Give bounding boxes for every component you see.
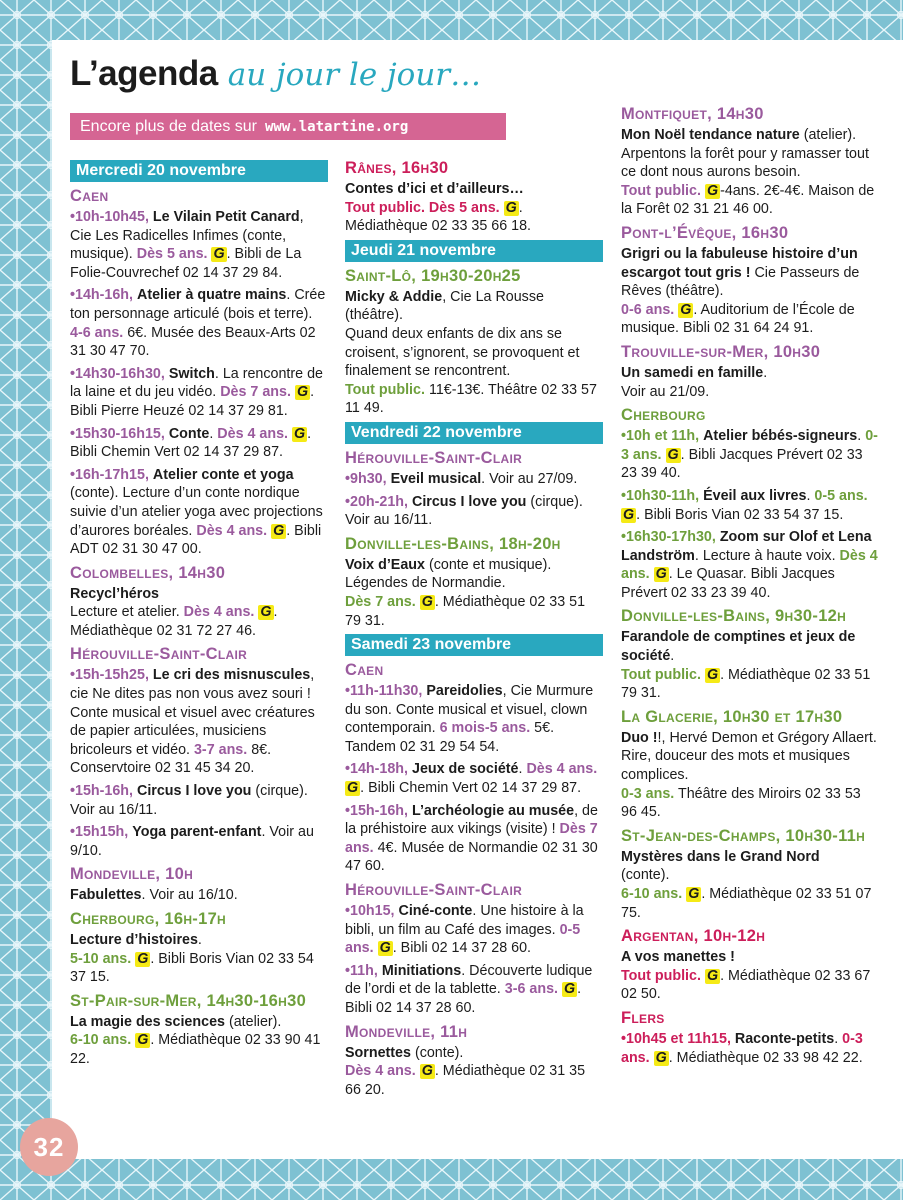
event-entry — [345, 902, 603, 958]
event-entry — [345, 760, 603, 797]
free-g-badge: G — [137, 950, 149, 967]
event-age: Tout public. — [345, 381, 425, 398]
event-venue: 4€. Musée de Normandie 02 31 30 47 60. — [345, 839, 598, 875]
event-time: •14h30-16h30, — [70, 365, 165, 382]
free-g-badge: G — [623, 506, 635, 523]
event-time: •10h et 11h, — [621, 428, 700, 445]
event-age: 0-5 ans. — [345, 921, 581, 957]
event-entry — [70, 286, 328, 360]
city-heading: Pont-l’Évêque, 16h30 — [621, 223, 789, 242]
event-text: . La rencontre de la laine et du jeu vidéo. — [70, 365, 323, 401]
city-heading: St-Jean-des-Champs, 10h30-11h — [621, 826, 866, 845]
event-text: . Crée ton personnage articulé (bois et terre). — [70, 287, 326, 322]
free-g-badge: G — [296, 384, 309, 401]
event-venue: . Médiathèque 02 33 98 42 22. — [668, 1049, 863, 1066]
event-age: 0-3 ans. — [621, 785, 675, 802]
event-time: •15h-15h25, — [70, 667, 149, 684]
event-venue: -4ans. 2€-4€. Maison de la Forêt 02 31 21 46 00. — [621, 182, 875, 218]
event-title: Recycl’héros — [70, 585, 160, 602]
event-title: Circus I love you — [412, 493, 527, 510]
event-title: Mon Noël tendance nature — [621, 127, 800, 143]
event-age: Dès 4 ans. — [217, 425, 289, 442]
event-age: Dès 7 ans. — [220, 384, 291, 401]
event-title: Conte — [168, 425, 210, 442]
event-venue: . Bibli Jacques Prévert 02 33 23 39 40. — [621, 446, 863, 482]
free-g-badge: G — [421, 593, 433, 610]
event-entry — [70, 823, 328, 860]
event-title: Sornettes — [345, 1044, 411, 1061]
free-g-badge: G — [260, 604, 272, 621]
event-age: Tout public. — [621, 182, 701, 199]
event-time: •10h30-11h, — [621, 487, 700, 504]
city-heading: Cherbourg — [621, 406, 706, 425]
event-text: . — [209, 425, 214, 442]
event-venue: . Bibli Chemin Vert 02 14 37 29 87. — [360, 780, 582, 797]
event-venue: . Bibli de La Folie-Couvrechef 02 14 37 29 84. — [70, 246, 302, 281]
event-time: •15h-16h, — [70, 783, 134, 800]
event-venue: . Le Quasar. Bibli Jacques Prévert 02 33 23 39 40. — [621, 566, 835, 601]
event-entry — [345, 493, 603, 530]
event-age: 5-10 ans. — [70, 950, 132, 967]
event-venue: . Médiathèque 02 33 90 41 22. — [70, 1032, 321, 1067]
event-title: Circus I love you — [137, 783, 252, 800]
event-entry — [345, 180, 603, 236]
event-entry — [70, 208, 328, 282]
event-time: •11h-11h30, — [345, 683, 423, 700]
event-age: Dès 7 ans. — [345, 821, 598, 856]
event-text: Lecture et atelier. — [70, 604, 180, 621]
free-g-badge: G — [379, 940, 391, 957]
event-venue: . Bibli Chemin Vert 02 14 37 29 87. — [70, 425, 312, 461]
event-age: Dès 4 ans. — [526, 761, 598, 778]
event-title: Contes d’ici et d’ailleurs… — [345, 181, 524, 197]
event-title: La magie des sciences — [70, 1013, 225, 1030]
event-entry — [621, 948, 879, 1004]
free-g-badge: G — [680, 301, 692, 318]
event-entry — [70, 666, 328, 778]
event-text: (conte). Lecture d’un conte nordique suivie d’un atelier yoga avec projections d’aurores boréales. — [70, 485, 323, 539]
event-time: •20h-21h, — [345, 493, 409, 510]
event-age: 0-3 ans. — [621, 1030, 863, 1066]
event-title: Duo ! — [621, 729, 658, 746]
city-heading: Caen — [345, 661, 384, 680]
event-venue: 8€. Conservtoire 02 31 45 34 20. — [70, 741, 272, 777]
event-entry — [345, 556, 603, 630]
event-time: •11h, — [345, 962, 378, 979]
event-time: •15h30-16h15, — [70, 425, 165, 442]
event-title: Yoga parent-enfant — [132, 824, 262, 841]
event-time: •14h-18h, — [345, 761, 409, 778]
event-age: 6-10 ans. — [621, 886, 683, 902]
event-time: •10h-10h45, — [70, 209, 149, 225]
event-entry — [345, 802, 603, 876]
event-age: Dès 4 ans. — [345, 1063, 416, 1080]
event-text: Cie Passeurs de Rêves (théâtre). — [621, 264, 860, 300]
event-title: Raconte-petits — [734, 1030, 835, 1047]
event-age: Dès 4 ans. — [183, 604, 255, 621]
free-g-badge: G — [347, 780, 359, 797]
event-text: !, Hervé Demon et Grégory Allaert. — [657, 729, 877, 746]
city-heading: Saint-Lô, 19h30-20h25 — [345, 266, 521, 285]
event-age: Dès 4 ans. — [196, 522, 268, 539]
event-entry — [621, 729, 879, 822]
event-title: Pareidolies — [426, 683, 503, 700]
event-text: . — [518, 761, 523, 778]
event-text: (conte). — [414, 1044, 464, 1061]
event-text: (conte). — [621, 867, 670, 884]
event-entry — [70, 886, 328, 905]
event-title: Eveil musical — [390, 470, 482, 487]
event-title: Atelier bébés-signeurs — [703, 428, 858, 445]
event-time: •10h15, — [345, 903, 395, 920]
event-venue: . Médiathèque 02 33 51 79 31. — [345, 593, 586, 629]
event-entry — [70, 466, 328, 559]
event-title: Micky & Addie — [345, 288, 443, 305]
event-text: Rire, douceur des mots et musiques complices. — [621, 748, 850, 784]
event-text: . — [670, 648, 675, 665]
day-header: Mercredi 20 novembre — [70, 160, 328, 182]
event-text: Voir au 21/09. — [621, 383, 710, 400]
city-heading: St-Pair-sur-Mer, 14h30-16h30 — [70, 991, 307, 1010]
event-title: Farandole de comptines et jeux de société — [621, 629, 856, 665]
event-text: . Lecture à haute voix. — [694, 547, 836, 564]
event-text: . — [197, 932, 202, 948]
city-heading: Argentan, 10h-12h — [621, 927, 766, 946]
event-text: (conte et musique). Légendes de Normandie. — [345, 556, 552, 592]
free-g-badge: G — [421, 1063, 433, 1080]
city-heading: Montfiquet, 14h30 — [621, 105, 764, 123]
event-entry — [621, 126, 879, 219]
event-venue: . Bibli 02 14 37 28 60. — [345, 981, 582, 1016]
free-g-badge: G — [688, 886, 700, 902]
free-g-badge: G — [667, 446, 679, 463]
website-banner — [70, 113, 506, 140]
event-entry — [70, 365, 328, 421]
event-text: . — [763, 364, 768, 381]
event-title: Le Vilain Petit Canard — [152, 209, 300, 225]
event-entry — [70, 425, 328, 462]
event-title: Ciné-conte — [398, 903, 473, 920]
free-g-badge: G — [706, 967, 719, 984]
event-entry — [345, 470, 603, 489]
event-text: . Découverte ludique de l’ordi et de la tablette. — [345, 962, 593, 998]
event-text: , cie Ne dites pas non vous avez souri ! Conte musical et visuel avec créatures de papier articulées, musiciens bricoleurs et vidéo. — [70, 667, 315, 758]
event-entry — [621, 1030, 879, 1067]
event-text: . Voir au 9/10. — [70, 824, 314, 859]
city-heading: Cherbourg, 16h-17h — [70, 910, 227, 928]
event-venue: . Médiathèque 02 31 35 66 20. — [345, 1063, 586, 1098]
banner-url-link[interactable]: www.latartine.org — [265, 119, 409, 135]
event-text: (cirque). Voir au 16/11. — [345, 493, 583, 529]
event-venue: . Bibli 02 14 37 28 60. — [392, 940, 532, 957]
title-main: L’agenda — [70, 54, 218, 93]
city-heading: Flers — [621, 1008, 665, 1027]
event-entry — [621, 528, 879, 602]
event-entry — [621, 628, 879, 702]
event-title: L’archéologie au musée — [412, 802, 575, 819]
event-text: . — [834, 1030, 839, 1047]
event-title: Minitiations — [381, 962, 462, 979]
event-title: Fabulettes — [70, 887, 142, 904]
event-age: Dès 5 ans. — [136, 246, 208, 263]
day-header: Vendredi 22 novembre — [345, 422, 603, 444]
event-venue: 6€. Musée des Beaux-Arts 02 31 30 47 70. — [70, 324, 316, 360]
city-heading: Rânes, 16h30 — [345, 159, 449, 177]
event-text: . Voir au 27/09. — [481, 470, 578, 487]
page-number-badge: 32 — [20, 1118, 78, 1176]
event-text: . Voir au 16/10. — [141, 887, 238, 904]
event-time: •15h15h, — [70, 824, 129, 841]
city-heading: Trouville-sur-Mer, 10h30 — [621, 342, 821, 361]
event-time: •15h-16h, — [345, 802, 409, 819]
city-heading: Caen — [70, 187, 109, 205]
event-time: •9h30, — [345, 470, 387, 487]
event-venue: . Bibli Boris Vian 02 33 54 37 15. — [636, 506, 844, 523]
event-venue: . Bibli Pierre Heuzé 02 14 37 29 81. — [70, 384, 315, 419]
title-script: au jour le jour… — [227, 57, 482, 93]
event-entry — [345, 962, 603, 1018]
event-age: Tout public. — [621, 666, 701, 683]
event-text: , Cie Les Radicelles Infimes (conte, musique). — [70, 209, 304, 263]
event-age: 3-6 ans. — [504, 981, 559, 998]
city-heading: Mondeville, 11h — [345, 1022, 468, 1041]
event-time: •14h-16h, — [70, 287, 134, 304]
event-age: Tout public. — [621, 967, 701, 984]
event-age: 3-7 ans. — [193, 741, 248, 758]
event-text: . Une histoire à la bibli, un film au Café des images. — [345, 903, 584, 938]
event-venue: . Auditorium de l’École de musique. Bibli 02 31 64 24 91. — [621, 301, 855, 337]
event-title: Grigri ou la fabuleuse histoire d’un escargot tout gris ! — [621, 245, 858, 281]
event-entry — [621, 245, 879, 338]
event-text: . — [857, 428, 862, 445]
free-g-badge: G — [505, 199, 517, 216]
event-entry — [70, 585, 328, 641]
event-venue: . Bibli ADT 02 31 30 47 00. — [70, 522, 322, 558]
event-venue: 5€. Tandem 02 31 29 54 54. — [345, 720, 555, 755]
banner-text: Encore plus de dates sur — [80, 118, 257, 135]
event-title: Voix d’Eaux — [345, 556, 425, 573]
city-heading: La Glacerie, 10h30 et 17h30 — [621, 707, 843, 726]
event-text: , Cie La Rousse (théâtre). — [345, 288, 544, 324]
city-heading: Hérouville-Saint-Clair — [345, 448, 523, 467]
event-age: Dès 4 ans. — [621, 547, 878, 583]
event-title: Un samedi en famille — [621, 364, 764, 381]
city-heading: Colombelles, 14h30 — [70, 563, 226, 582]
event-title: A vos manettes ! — [621, 949, 735, 966]
event-venue: . Médiathèque 02 33 51 79 31. — [621, 666, 871, 702]
event-text: (atelier). Arpentons la forêt pour y ramasser tout ce dont nous aurons besoin. — [621, 127, 869, 181]
event-text: , Cie Murmure du son. Conte musical et visuel, clown contemporain. — [345, 683, 594, 737]
event-text: (cirque). Voir au 16/11. — [70, 783, 308, 818]
event-age: 0-6 ans. — [621, 301, 675, 318]
event-age: 0-5 ans. — [814, 487, 868, 504]
event-venue: . Médiathèque 02 33 67 02 50. — [621, 967, 871, 1003]
free-g-badge: G — [137, 1032, 149, 1049]
city-heading: Hérouville-Saint-Clair — [70, 645, 248, 664]
event-entry — [621, 487, 879, 524]
free-g-badge: G — [706, 666, 719, 683]
event-time: •16h-17h15, — [70, 466, 149, 483]
event-entry — [621, 848, 879, 922]
agenda-column-3 — [621, 102, 879, 1071]
event-title: Atelier à quatre mains — [137, 287, 287, 304]
event-title: Atelier conte et yoga — [152, 466, 294, 483]
free-g-badge: G — [294, 425, 306, 442]
free-g-badge: G — [273, 522, 285, 539]
free-g-badge: G — [706, 182, 719, 199]
event-age: Dès 7 ans. — [345, 593, 416, 610]
event-venue: . Bibli Boris Vian 02 33 54 37 15. — [70, 950, 314, 986]
event-text: (atelier). — [228, 1013, 282, 1030]
event-venue: Théâtre des Miroirs 02 33 53 96 45. — [621, 785, 861, 821]
event-title: Éveil aux livres — [703, 487, 807, 504]
free-g-badge: G — [213, 246, 225, 263]
event-venue: . Médiathèque 02 33 51 07 75. — [621, 886, 872, 921]
event-venue: . Médiathèque 02 33 35 66 18. — [345, 199, 532, 235]
event-entry — [345, 1044, 603, 1100]
event-age: 6 mois-5 ans. — [439, 720, 531, 737]
event-time: •16h30-17h30, — [621, 529, 716, 546]
event-time: •10h45 et 11h15, — [621, 1030, 731, 1047]
event-entry — [621, 427, 879, 483]
event-text: Quand deux enfants de dix ans se croisent, s’ignorent, se provoquent et finalement se rencontrent. — [345, 325, 580, 380]
event-text: , de la préhistoire aux vikings (visite) ! — [345, 802, 598, 838]
event-venue: . Médiathèque 02 31 72 27 46. — [70, 604, 278, 639]
day-header: Samedi 23 novembre — [345, 634, 603, 656]
event-age: 4-6 ans. — [70, 324, 124, 341]
free-g-badge: G — [655, 1049, 667, 1066]
city-heading: Donville-les-Bains, 18h-20h — [345, 534, 561, 553]
event-title: Le cri des misnuscules — [152, 667, 311, 684]
event-entry — [70, 931, 328, 987]
event-title: Switch — [168, 365, 215, 382]
event-entry — [70, 782, 328, 819]
agenda-column-2 — [345, 156, 603, 1103]
event-entry — [70, 1013, 328, 1069]
city-heading: Hérouville-Saint-Clair — [345, 881, 523, 900]
free-g-badge: G — [564, 981, 576, 998]
city-heading: Donville-les-Bains, 9h30-12h — [621, 607, 847, 626]
event-title: Lecture d’histoires — [70, 932, 198, 948]
event-title: Zoom sur Olof et Lena Landström — [621, 529, 872, 564]
agenda-column-1 — [70, 156, 328, 1073]
event-venue: 11€-13€. Théâtre 02 33 57 11 49. — [345, 381, 597, 417]
event-title: Jeux de société — [412, 761, 519, 778]
city-heading: Mondeville, 10h — [70, 865, 194, 884]
event-age: 6-10 ans. — [70, 1032, 132, 1049]
event-entry — [621, 364, 879, 401]
event-title: Mystères dans le Grand Nord — [621, 848, 820, 865]
event-age: Tout public. Dès 5 ans. — [345, 199, 500, 216]
event-text: . — [806, 487, 811, 504]
event-entry — [345, 682, 603, 756]
free-g-badge: G — [655, 566, 667, 583]
page-title — [70, 54, 481, 94]
event-entry — [345, 288, 603, 418]
day-header: Jeudi 21 novembre — [345, 240, 603, 262]
event-age: 0-3 ans. — [621, 428, 878, 463]
